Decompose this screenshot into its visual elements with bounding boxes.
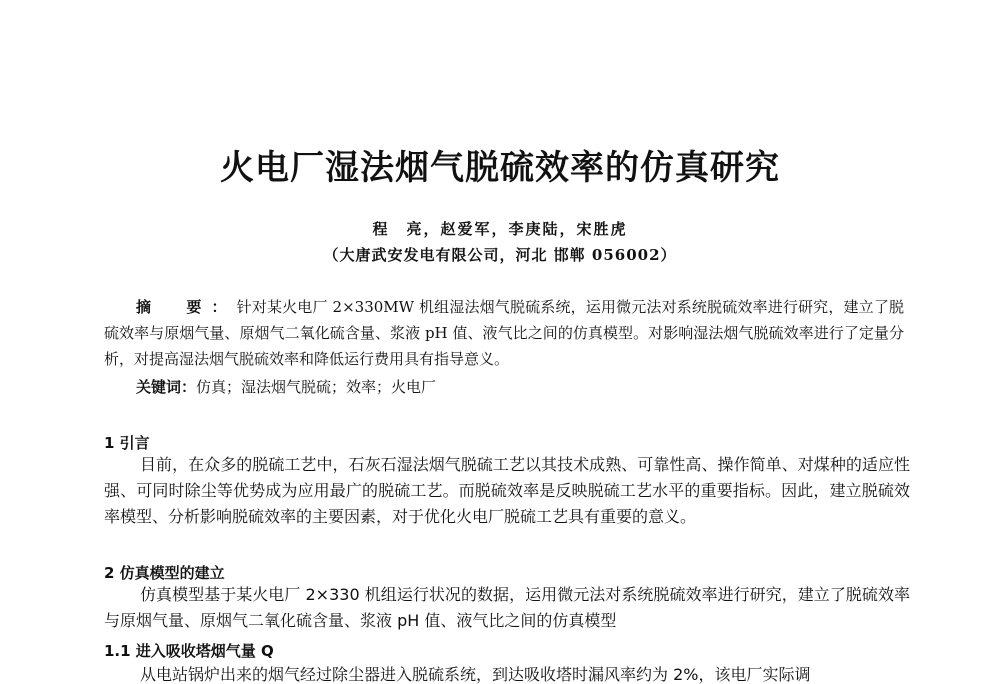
abstract-label: 摘 要： [136, 298, 237, 316]
subsection-heading-flue-gas: 1.1 进入吸收塔烟气量 Q [104, 642, 274, 660]
keywords-text: 仿真；湿法烟气脱硫；效率；火电厂 [196, 378, 437, 396]
abstract-text: 针对某火电厂 2×330MW 机组湿法烟气脱硫系统，运用微元法对系统脱硫效率进行研究，建立了脱硫效率与原烟气量、原烟气二氧化硫含量、浆液 pH 值、液气比之间的仿真模型。对影响湿法烟气脱硫效率进行了定量分析，对提高湿法烟气脱硫效率和降低运行费用具有指导意义。 [104, 298, 904, 368]
author-affiliation: （大唐武安发电有限公司，河北 邯郸 056002） [323, 246, 677, 264]
section-body-introduction: 目前，在众多的脱硫工艺中，石灰石湿法烟气脱硫工艺以其技术成熟、可靠性高、操作简单、对煤种的适应性强、可同时除尘等优势成为应用最广的脱硫工艺。而脱硫效率是反映脱硫工艺水平的重要指标。因此，建立脱硫效率模型、分析影响脱硫效率的主要因素，对于优化火电厂脱硫工艺具有重要的意义。 [104, 455, 910, 526]
abstract [104, 294, 904, 372]
keywords-label: 关键词： [136, 378, 197, 396]
keywords [136, 376, 436, 397]
section-heading-introduction: 1 引言 [104, 434, 150, 452]
paper-title: 火电厂湿法烟气脱硫效率的仿真研究 [220, 148, 780, 188]
section-heading-model: 2 仿真模型的建立 [104, 564, 225, 582]
author-list: 程 亮，赵爱军，李庚陆，宋胜虎 [372, 220, 628, 238]
subsection-body-flue-gas: 从电站锅炉出来的烟气经过除尘器进入脱硫系统，到达吸收塔时漏风率约为 2%，该电厂实际调 [140, 665, 811, 684]
section-body-model: 仿真模型基于某火电厂 2×330 机组运行状况的数据，运用微元法对系统脱硫效率进行研究，建立了脱硫效率与原烟气量、原烟气二氧化硫含量、浆液 pH 值、液气比之间的仿真模型 [104, 585, 910, 630]
